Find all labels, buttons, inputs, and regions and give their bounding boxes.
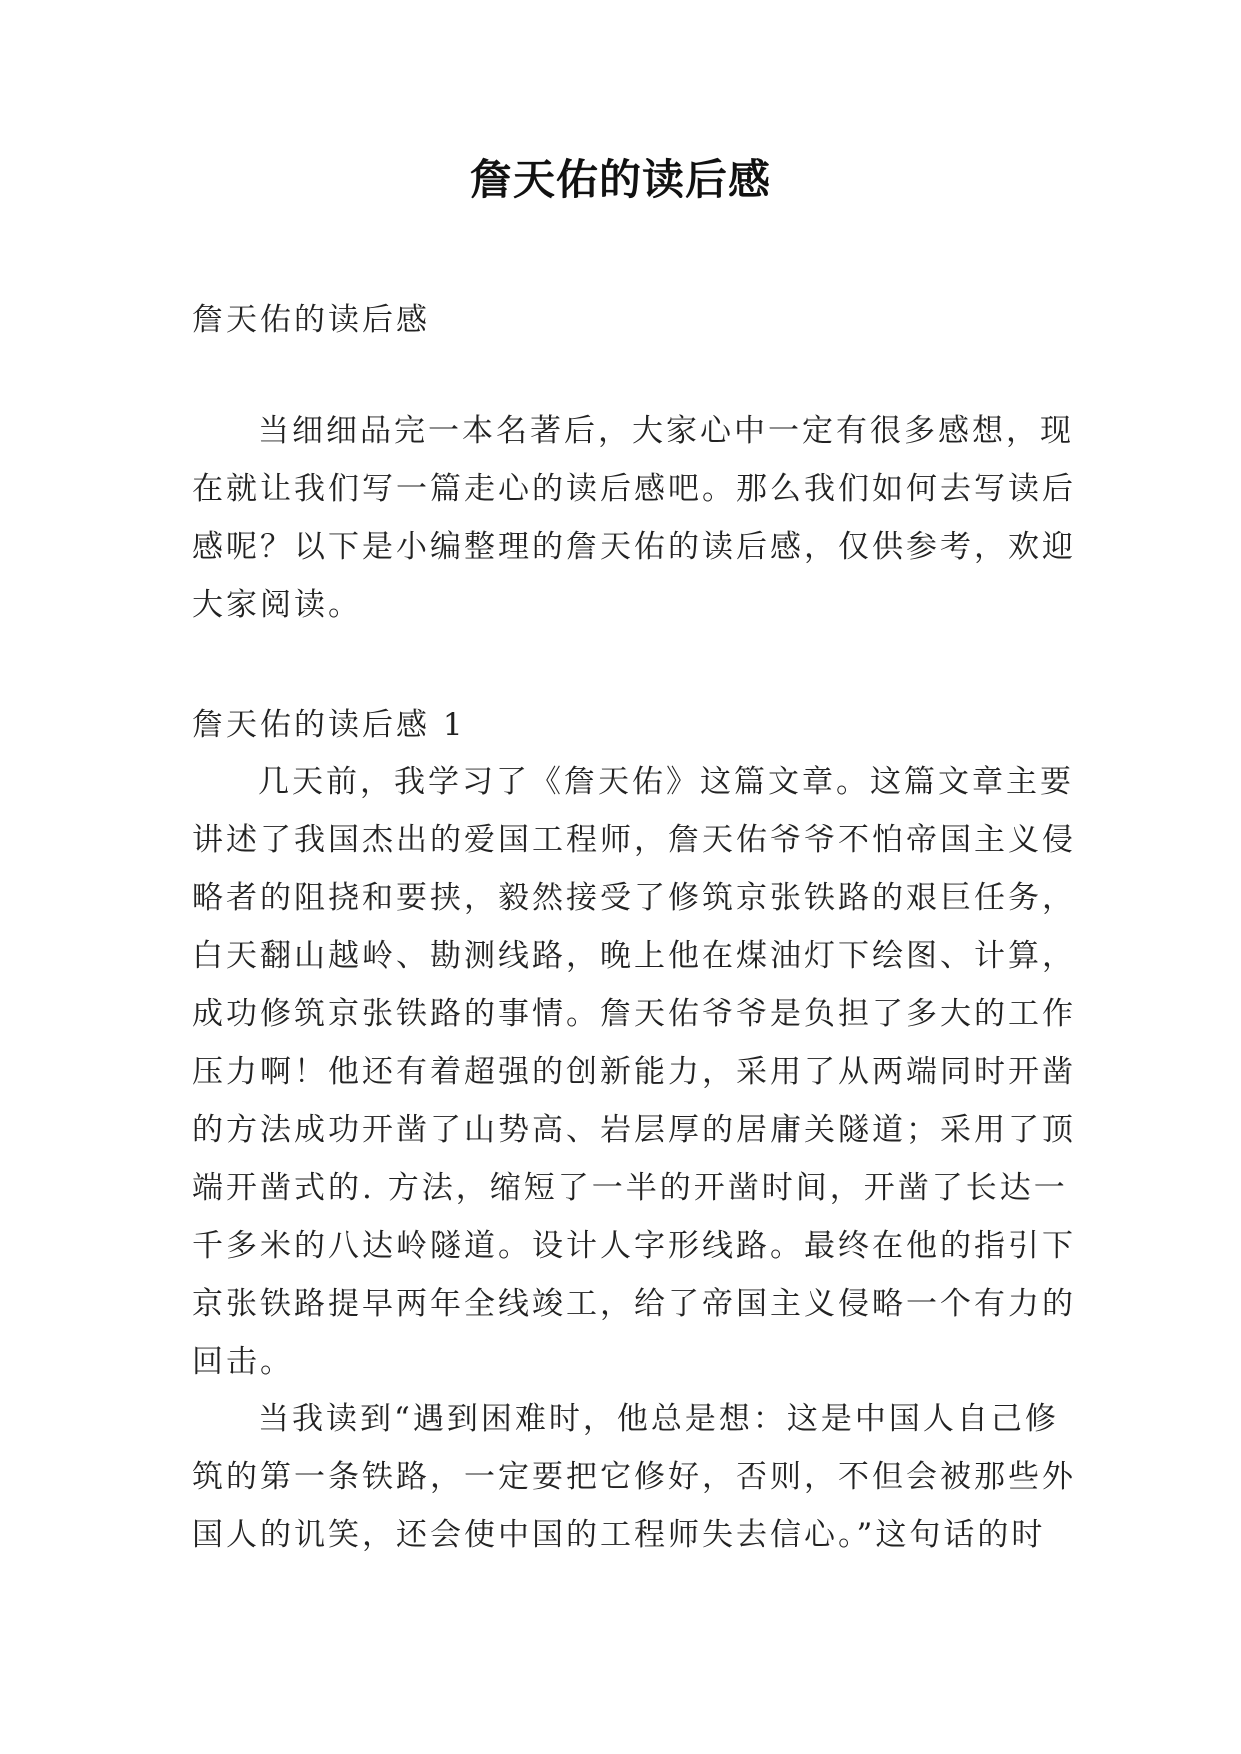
document-title: 詹天佑的读后感 (469, 155, 771, 204)
section1-paragraph-1 (192, 753, 1076, 1391)
text-line: 筑的第一条铁路，一定要把它修好，否则，不但会被那些外 (192, 1459, 1076, 1495)
section-heading-text: 詹天佑的读后感 1 (192, 707, 466, 743)
text-line: 京张铁路提早两年全线竣工，给了帝国主义侵略一个有力的 (192, 1286, 1076, 1322)
text-line: 在就让我们写一篇走心的读后感吧。那么我们如何去写读后 (192, 471, 1076, 507)
text-line: 略者的阻挠和要挟，毅然接受了修筑京张铁路的艰巨任务， (192, 880, 1076, 916)
text-line: 感呢？以下是小编整理的詹天佑的读后感，仅供参考，欢迎 (192, 529, 1076, 565)
text-line: 端开凿式的. 方法，缩短了一半的开凿时间，开凿了长达一 (192, 1170, 1068, 1206)
text-line: 的方法成功开凿了山势高、岩层厚的居庸关隧道；采用了顶 (192, 1112, 1076, 1148)
text-line: 几天前，我学习了《詹天佑》这篇文章。这篇文章主要 (258, 764, 1074, 800)
text-line: 当我读到“遇到困难时，他总是想：这是中国人自己修 (258, 1401, 1059, 1437)
text-line: 成功修筑京张铁路的事情。詹天佑爷爷是负担了多大的工作 (192, 996, 1076, 1032)
text-line: 当细细品完一本名著后，大家心中一定有很多感想，现 (258, 413, 1074, 449)
text-line: 千多米的八达岭隧道。设计人字形线路。最终在他的指引下 (192, 1228, 1076, 1264)
document-subtitle (192, 291, 1052, 349)
text-line: 国人的讥笑，还会使中国的工程师失去信心。”这句话的时 (192, 1517, 1046, 1553)
text-line: 大家阅读。 (192, 587, 362, 623)
text-line: 讲述了我国杰出的爱国工程师，詹天佑爷爷不怕帝国主义侵 (192, 822, 1076, 858)
text-line: 白天翻山越岭、勘测线路，晚上他在煤油灯下绘图、计算， (192, 938, 1076, 974)
subtitle-text: 詹天佑的读后感 (192, 302, 430, 338)
intro-paragraph (192, 402, 1076, 634)
section-heading (192, 696, 1052, 754)
text-line: 回击。 (192, 1344, 294, 1380)
section1-paragraph-2 (192, 1390, 1076, 1564)
text-line: 压力啊！他还有着超强的创新能力，采用了从两端同时开凿 (192, 1054, 1076, 1090)
